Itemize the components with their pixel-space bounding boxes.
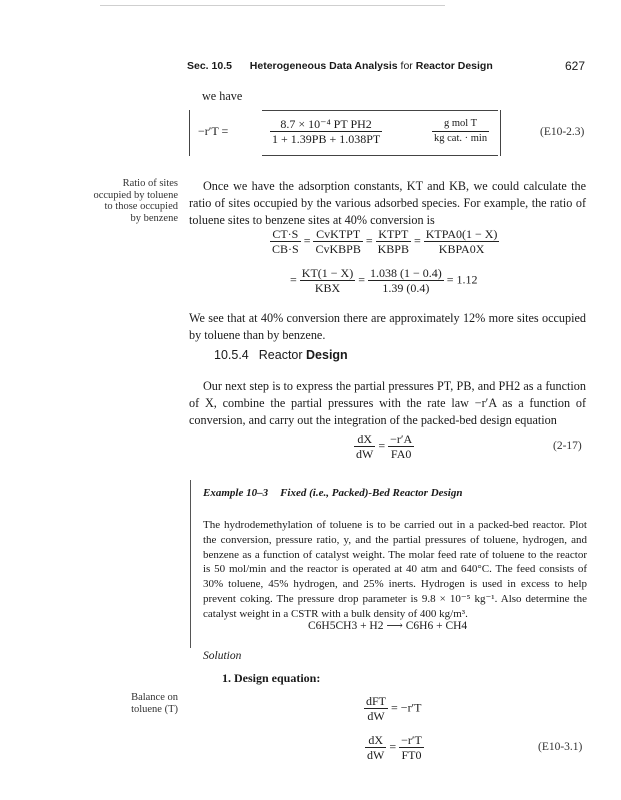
header-title: Heterogeneous Data Analysis for Reactor Design bbox=[249, 60, 493, 72]
eq-label-2-17: (2-17) bbox=[553, 440, 582, 452]
example-heading bbox=[203, 487, 462, 499]
paragraph-sites: Once we have the adsorption constants, KT and KB, we could calculate the ratio of sites occupied by the various adsorbed species. For example, the ratio of toluene sites to benzene sites at 40% conversion is bbox=[189, 179, 586, 227]
ratio-equation-line1: $\frac{CT\cdot S}{CB\cdot S}$ = $\frac{\text{CvKTPT}}{\text{CvKBPB}}$ = $\frac{\text{KTPT}}{\text{KBPB}}$ = $\frac{\text{KTPA0(1 − X)}}{\text{KBPA0X}}$ bbox=[272, 227, 498, 256]
example-left-rule bbox=[190, 480, 191, 648]
eq-label-e10-3-1: (E10-3.1) bbox=[538, 741, 583, 753]
rate-law-numerator: 8.7 × 10⁻⁴ PT PH2 bbox=[270, 117, 382, 132]
top-rule bbox=[100, 5, 445, 6]
example-title: Fixed (i.e., Packed)-Bed Reactor Design bbox=[280, 487, 463, 499]
running-header bbox=[187, 60, 493, 72]
margin-note-balance: Balance on toluene (T) bbox=[131, 692, 178, 715]
rate-law-box-top bbox=[262, 110, 498, 111]
design-equation: $\frac{dX}{dW}$ = $\frac{-r'A}{FA0}$ bbox=[356, 432, 413, 461]
paragraph-conclusion: We see that at 40% conversion there are approximately 12% more sites occupied by toluene than by benzene. bbox=[189, 311, 586, 342]
intro-text: we have bbox=[202, 89, 243, 103]
conversion-equation: $\frac{dX}{dW}$ = $\frac{-r'T}{FT0}$ bbox=[367, 733, 422, 762]
page-number: 627 bbox=[565, 59, 586, 73]
solution-step-1: 1. Design equation: bbox=[222, 671, 321, 685]
reaction-equation: C6H5CH3 + H2 ⟶ C6H6 + CH4 bbox=[308, 620, 468, 632]
ratio-result: 1.12 bbox=[456, 272, 478, 287]
ratio-equation-line2: = $\frac{KT(1 - X)}{\text{KBX}}$ = $\frac{1.038 (1 - 0.4)}{1.39 (0.4)}$ = 1.12 bbox=[290, 266, 478, 295]
margin-note-ratio: Ratio of sites occupied by toluene to those occupied by benzene bbox=[93, 178, 178, 224]
rate-law-box-bottom bbox=[262, 155, 498, 156]
subsection-heading: 10.5.4 Reactor Design bbox=[214, 348, 348, 362]
rate-law-fraction bbox=[270, 117, 382, 146]
rate-law-denominator: 1 + 1.39PB + 1.038PT bbox=[272, 132, 381, 146]
section-number: Sec. 10.5 bbox=[187, 60, 232, 72]
example-label: Example 10–3 bbox=[203, 487, 269, 499]
rate-law-units: $\frac{\text{g mol T}}{\text{kg cat. · min}}$ bbox=[434, 118, 488, 144]
rate-law-lhs: −r′T = bbox=[198, 124, 229, 138]
paragraph-next-step: Our next step is to express the partial pressures PT, PB, and PH2 as a function of X, combine the partial pressures with the rate law −r′A as a function of conversion, and carry out the integration of the packed-bed design equation bbox=[189, 379, 586, 427]
mole-balance-equation: $\frac{\text{dFT}}{dW}$ = −r′T bbox=[366, 694, 422, 723]
eq-label-e10-2-3: (E10-2.3) bbox=[540, 126, 585, 138]
example-statement: The hydrodemethylation of toluene is to be carried out in a packed-bed reactor. Plot the conversion, pressure ratio, y, and the partial pressures of toluene, hydrogen, and benzene as a function of catalyst weight. The molar feed rate of toluene to the reactor is 50 mol/min and the reactor is operated at 40 atm and 640°C. The feed consists of 30% toluene, 45% hydrogen, and 25% inerts. Hydrogen is used in excess to help prevent coking. The pressure drop parameter is 9.8 × 10⁻⁵ kg⁻¹. Also determine the catalyst weight in a CSTR with a bulk density of 400 kg/m³. bbox=[203, 519, 587, 620]
solution-heading: Solution bbox=[203, 650, 242, 662]
